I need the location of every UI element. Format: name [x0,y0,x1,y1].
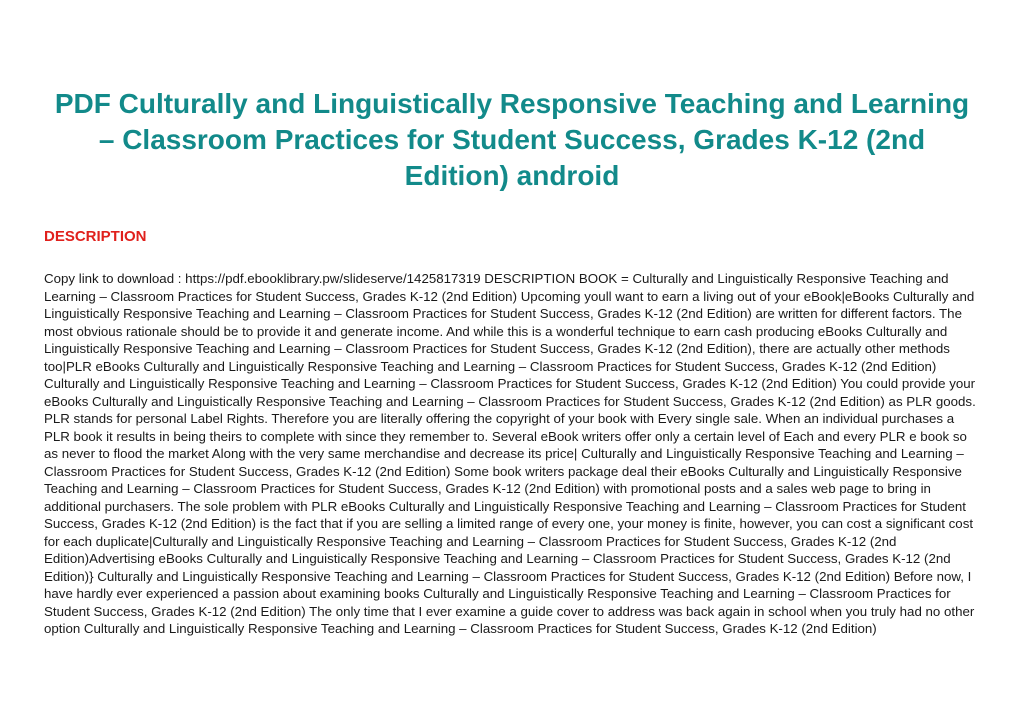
page-title: PDF Culturally and Linguistically Responsive Teaching and Learning – Classroom Practices for Student Success, Grades K-12 (2nd Edition) android [54,88,970,191]
description-body: Copy link to download : https://pdf.ebooklibrary.pw/slideserve/1425817319 DESCRIPTION BOOK = Culturally and Linguistically Responsive Teaching and Learning – Classroom Practices for Student Success, Grades K-12 (2nd Edition) Upcoming youll want to earn a living out of your eBook|eBooks Culturally and Linguistically Responsive Teaching and Learning – Classroom Practices for Student Success, Grades K-12 (2nd Edition) are written for different factors. The most obvious rationale should be to provide it and generate income. And while this is a wonderful technique to earn cash producing eBooks Culturally and Linguistically Responsive Teaching and Learning – Classroom Practices for Student Success, Grades K-12 (2nd Edition), there are actually other methods too|PLR eBooks Culturally and Linguistically Responsive Teaching and Learning – Classroom Practices for Student Success, Grades K-12 (2nd Edition) Culturally and Linguistically Responsive Teaching and Learning – Classroom Practices for Student Success, Grades K-12 (2nd Edition) You could provide your eBooks Culturally and Linguistically Responsive Teaching and Learning – Classroom Practices for Student Success, Grades K-12 (2nd Edition) as PLR goods. PLR stands for personal Label Rights. Therefore you are literally offering the copyright of your book with Every single sale. When an individual purchases a PLR book it results in being theirs to complete with since they remember to. Several eBook writers offer only a certain level of Each and every PLR e book so as never to flood the market Along with the very same merchandise and decrease its price| Culturally and Linguistically Responsive Teaching and Learning – Classroom Practices for Student Success, Grades K-12 (2nd Edition) Some book writers package deal their eBooks Culturally and Linguistically Responsive Teaching and Learning – Classroom Practices for Student Success, Grades K-12 (2nd Edition) with promotional posts and a sales web page to bring in additional purchasers. The sole problem with PLR eBooks Culturally and Linguistically Responsive Teaching and Learning – Classroom Practices for Student Success, Grades K-12 (2nd Edition) is the fact that if you are selling a limited range of every one, your money is finite, however, you can cost a significant cost for each duplicate|Culturally and Linguistically Responsive Teaching and Learning – Classroom Practices for Student Success, Grades K-12 (2nd Edition)Advertising eBooks Culturally and Linguistically Responsive Teaching and Learning – Classroom Practices for Student Success, Grades K-12 (2nd Edition)} Culturally and Linguistically Responsive Teaching and Learning – Classroom Practices for Student Success, Grades K-12 (2nd Edition) Before now, I have hardly ever experienced a passion about examining books Culturally and Linguistically Responsive Teaching and Learning – Classroom Practices for Student Success, Grades K-12 (2nd Edition) The only time that I ever examine a guide cover to address was back again in school when you truly had no other option Culturally and Linguistically Responsive Teaching and Learning – Classroom Practices for Student Success, Grades K-12 (2nd Edition) [44,271,976,636]
description-heading: DESCRIPTION [44,228,147,245]
